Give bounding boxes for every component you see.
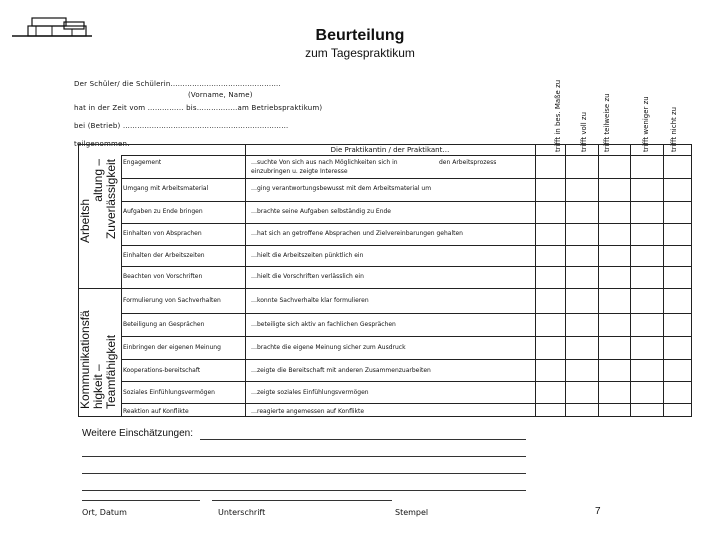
criterion-conflicts: Reaktion auf Konflikte	[123, 408, 189, 415]
signature-label: Unterschrift	[218, 508, 266, 517]
place-date-label: Ort, Datum	[82, 508, 127, 517]
page-number: 7	[595, 506, 601, 517]
rating-header-1: trifft in bes. Maße zu	[554, 79, 562, 152]
rating-header-5: trifft nicht zu	[670, 106, 678, 152]
criterion-working-hours: Einhalten der Arbeitszeiten	[123, 252, 205, 259]
description-complete-tasks: …brachte seine Aufgaben selbständig zu Ende	[251, 208, 392, 215]
criterion-regulations: Beachten von Vorschriften	[123, 273, 203, 280]
name-hint: (Vorname, Name)	[188, 91, 253, 99]
further-assessments-label: Weitere Einschätzungen:	[82, 428, 193, 439]
page-subtitle: zum Tagespraktikum	[305, 46, 415, 60]
description-regulations: …hielt die Vorschriften verlässlich ein	[251, 273, 364, 280]
description-material: …ging verantwortungsbewusst mit dem Arbeitsmaterial um	[251, 185, 432, 192]
further-line-1[interactable]	[200, 439, 526, 440]
criterion-conversations: Beteiligung an Gesprächen	[123, 321, 205, 328]
further-line-2[interactable]	[82, 456, 526, 457]
participated-text: teilgenommen.	[74, 140, 130, 148]
rating-header-2: trifft voll zu	[580, 111, 588, 152]
criterion-engagement: Engagement	[123, 159, 162, 166]
description-agreements: …hat sich an getroffene Absprachen und Zielvereinbarungen gehalten	[251, 230, 463, 237]
description-engagement: …suchte Von sich aus nach Möglichkeiten sich in	[251, 159, 398, 166]
description-cooperation: …zeigte die Bereitschaft mit anderen Zusammenzuarbeiten	[251, 367, 431, 374]
company-line: bei (Betrieb) ……………………………………………………………	[74, 122, 289, 130]
criterion-formulation: Formulierung von Sachverhalten	[123, 297, 221, 304]
rating-header-4: trifft weniger zu	[642, 96, 650, 152]
section-label-communication: Kommunikationsfä higkeit – Teamfähigkeit	[78, 310, 118, 409]
criterion-agreements: Einhalten von Absprachen	[123, 230, 202, 237]
stamp-label: Stempel	[395, 508, 429, 517]
criterion-empathy: Soziales Einfühlungsvermögen	[123, 389, 215, 396]
description-conflicts: …reagierte angemessen auf Konflikte	[251, 408, 365, 415]
section-label-work-attitude: Arbeitsh altung – Zuverlässigkeit	[78, 159, 118, 244]
criterion-complete-tasks: Aufgaben zu Ende bringen	[123, 208, 203, 215]
description-engagement-line2: einzubringen u. zeigte Interesse	[251, 168, 348, 175]
page-title: Beurteilung	[315, 27, 405, 44]
description-own-opinion: …brachte die eigene Meinung sicher zum Ausdruck	[251, 344, 406, 351]
further-line-4[interactable]	[82, 490, 526, 491]
student-line: Der Schüler/ die Schülerin……………………………………….	[74, 80, 281, 88]
description-working-hours: …hielt die Arbeitszeiten pünktlich ein	[251, 252, 364, 259]
rating-header-3: trifft teilweise zu	[603, 93, 611, 152]
criterion-cooperation: Kooperations-bereitschaft	[123, 367, 201, 374]
criterion-own-opinion: Einbringen der eigenen Meinung	[123, 344, 221, 351]
description-formulation: …konnte Sachverhalte klar formulieren	[251, 297, 369, 304]
further-line-3[interactable]	[82, 473, 526, 474]
signature-line[interactable]	[212, 500, 392, 501]
description-conversations: …beteiligte sich aktiv an fachlichen Gesprächen	[251, 321, 396, 328]
description-engagement-extra: den Arbeitsprozess	[439, 159, 497, 166]
place-date-line[interactable]	[82, 500, 200, 501]
table-header: Die Praktikantin / der Praktikant…	[330, 146, 450, 154]
description-empathy: …zeigte soziales Einfühlungsvermögen	[251, 389, 369, 396]
criterion-material: Umgang mit Arbeitsmaterial	[123, 185, 209, 192]
assessment-table	[78, 144, 692, 417]
period-line: hat in der Zeit vom …………… bis……………..am Betriebspraktikum)	[74, 104, 323, 112]
